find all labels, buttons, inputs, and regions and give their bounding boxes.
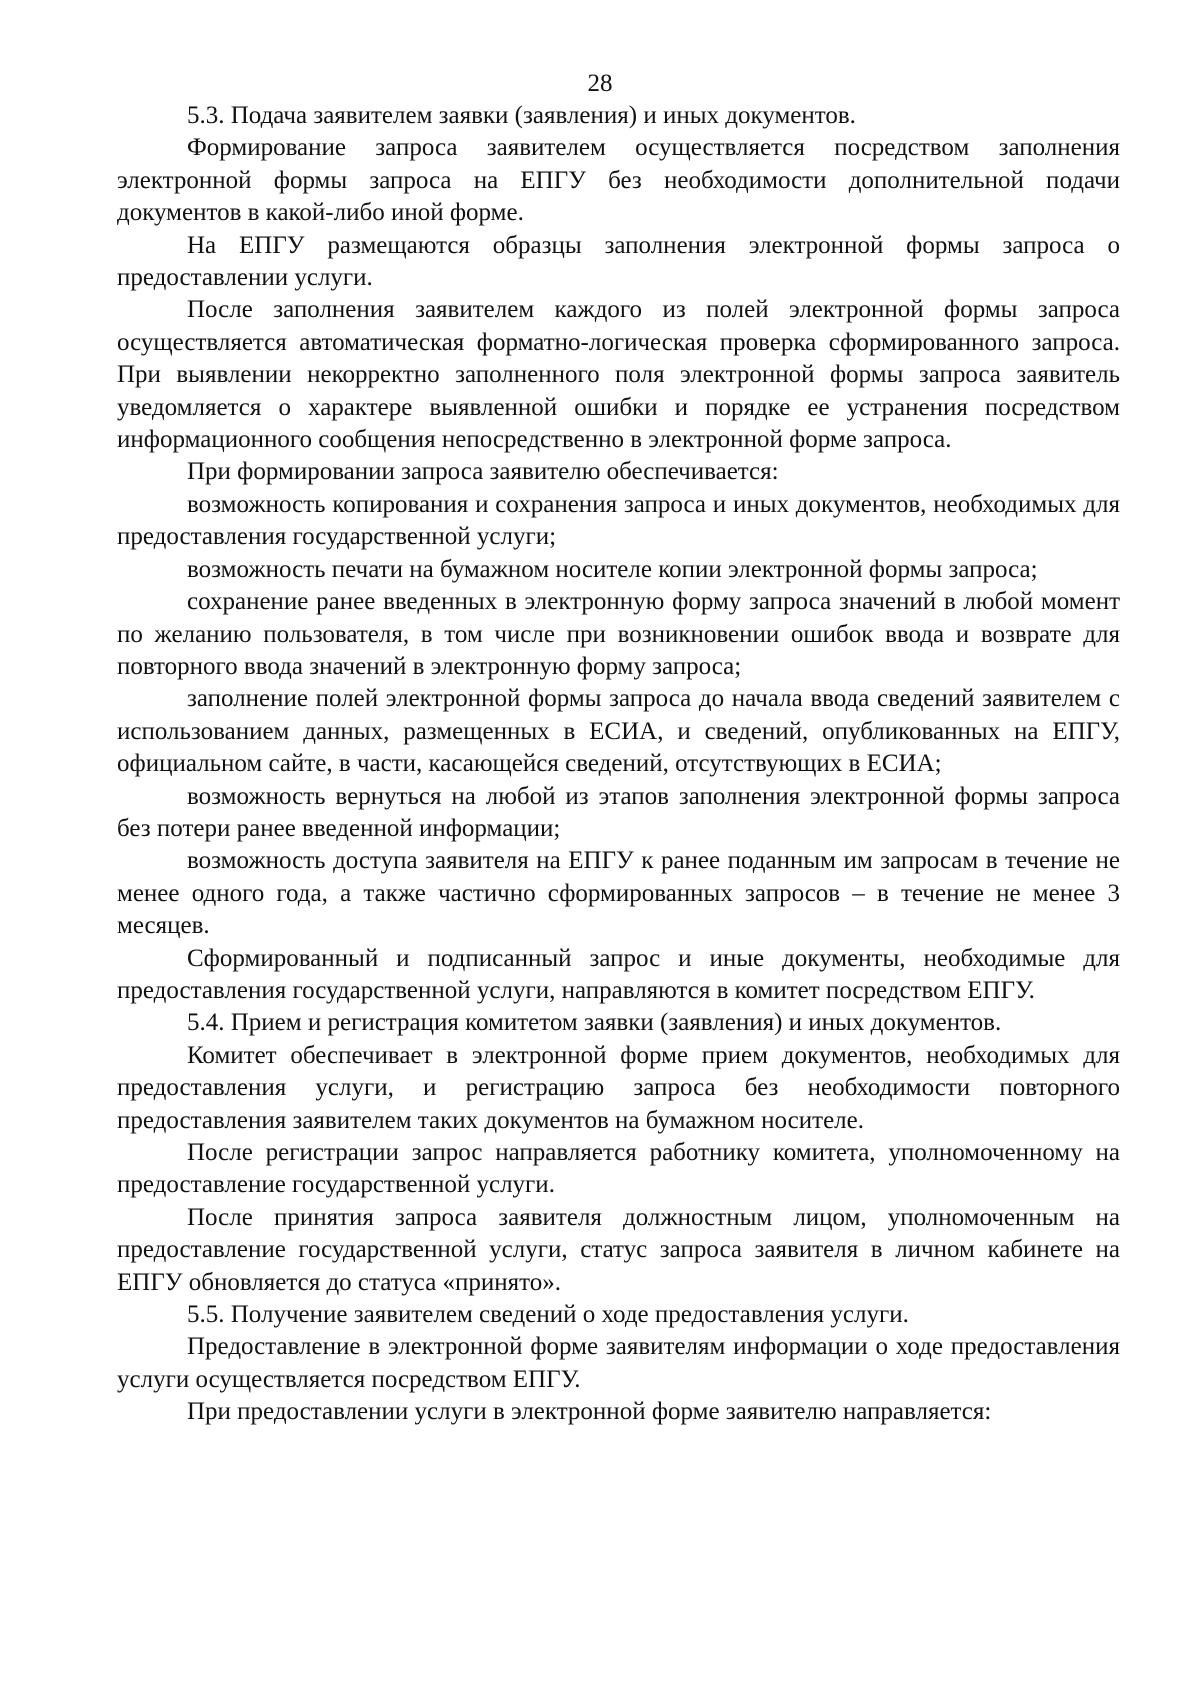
- paragraph: При предоставлении услуги в электронной форме заявителю направляется:: [187, 1398, 992, 1426]
- paragraph: Формирование запроса заявителем осуществляется посредством заполнения электронной формы запроса на ЕПГУ без необходимости дополнительной подачи документов в какой-либо иной форме.: [117, 134, 1120, 227]
- list-item: сохранение ранее введенных в электронную форму запроса значений в любой момент по желанию пользователя, в том числе при возникновении ошибок ввода и возврате для повторного ввода значений в электронную форму запроса;: [117, 588, 1120, 680]
- page-number: 28: [587, 70, 613, 97]
- section-heading-5-5: 5.5. Получение заявителем сведений о ходе предоставления услуги.: [187, 1301, 909, 1329]
- list-item: возможность печати на бумажном носителе копии электронной формы запроса;: [187, 555, 1038, 583]
- list-item: возможность вернуться на любой из этапов заполнения электронной формы запроса без потери ранее введенной информации;: [117, 782, 1120, 842]
- section-heading-5-3: 5.3. Подача заявителем заявки (заявления) и иных документов.: [187, 102, 856, 129]
- list-item: возможность копирования и сохранения запроса и иных документов, необходимых для предоставления государственной услуги;: [117, 490, 1120, 551]
- paragraph: После принятия запроса заявителя должностным лицом, уполномоченным на предоставление государственной услуги, статус запроса заявителя в личном кабинете на ЕПГУ обновляется до статуса «принято».: [117, 1203, 1120, 1296]
- list-item: возможность доступа заявителя на ЕПГУ к ранее поданным им запросам в течение не менее одного года, а также частично сформированных запросов – в течение не менее 3 месяцев.: [117, 847, 1120, 940]
- list-item: заполнение полей электронной формы запроса до начала ввода сведений заявителем с использованием данных, размещенных в ЕСИА, и сведений, опубликованных на ЕПГУ, официальном сайте, в части, касающейся сведений, отсутствующих в ЕСИА;: [117, 685, 1120, 778]
- section-heading-5-4: 5.4. Прием и регистрация комитетом заявки (заявления) и иных документов.: [187, 1009, 1002, 1037]
- paragraph: Комитет обеспечивает в электронной форме прием документов, необходимых для предоставления услуги, и регистрацию запроса без необходимости повторного предоставления заявителем таких документов на бумажном носителе.: [117, 1041, 1120, 1134]
- paragraph: При формировании запроса заявителю обеспечивается:: [187, 458, 779, 486]
- paragraph: После заполнения заявителем каждого из полей электронной формы запроса осуществляется автоматическая форматно-логическая проверка сформированного запроса. При выявлении некорректно заполненного поля электронной формы запроса заявитель уведомляется о характере выявленной ошибки и порядке ее устранения посредством информационного сообщения непосредственно в электронной форме запроса.: [117, 296, 1120, 454]
- paragraph: После регистрации запрос направляется работнику комитета, уполномоченному на предоставление государственной услуги.: [117, 1139, 1120, 1199]
- paragraph: Предоставление в электронной форме заявителям информации о ходе предоставления услуги осуществляется посредством ЕПГУ.: [117, 1333, 1120, 1393]
- paragraph: На ЕПГУ размещаются образцы заполнения электронной формы запроса о предоставлении услуги.: [117, 231, 1120, 292]
- paragraph: Сформированный и подписанный запрос и иные документы, необходимые для предоставления государственной услуги, направляются в комитет посредством ЕПГУ.: [117, 944, 1120, 1004]
- document-body: [117, 100, 1120, 1429]
